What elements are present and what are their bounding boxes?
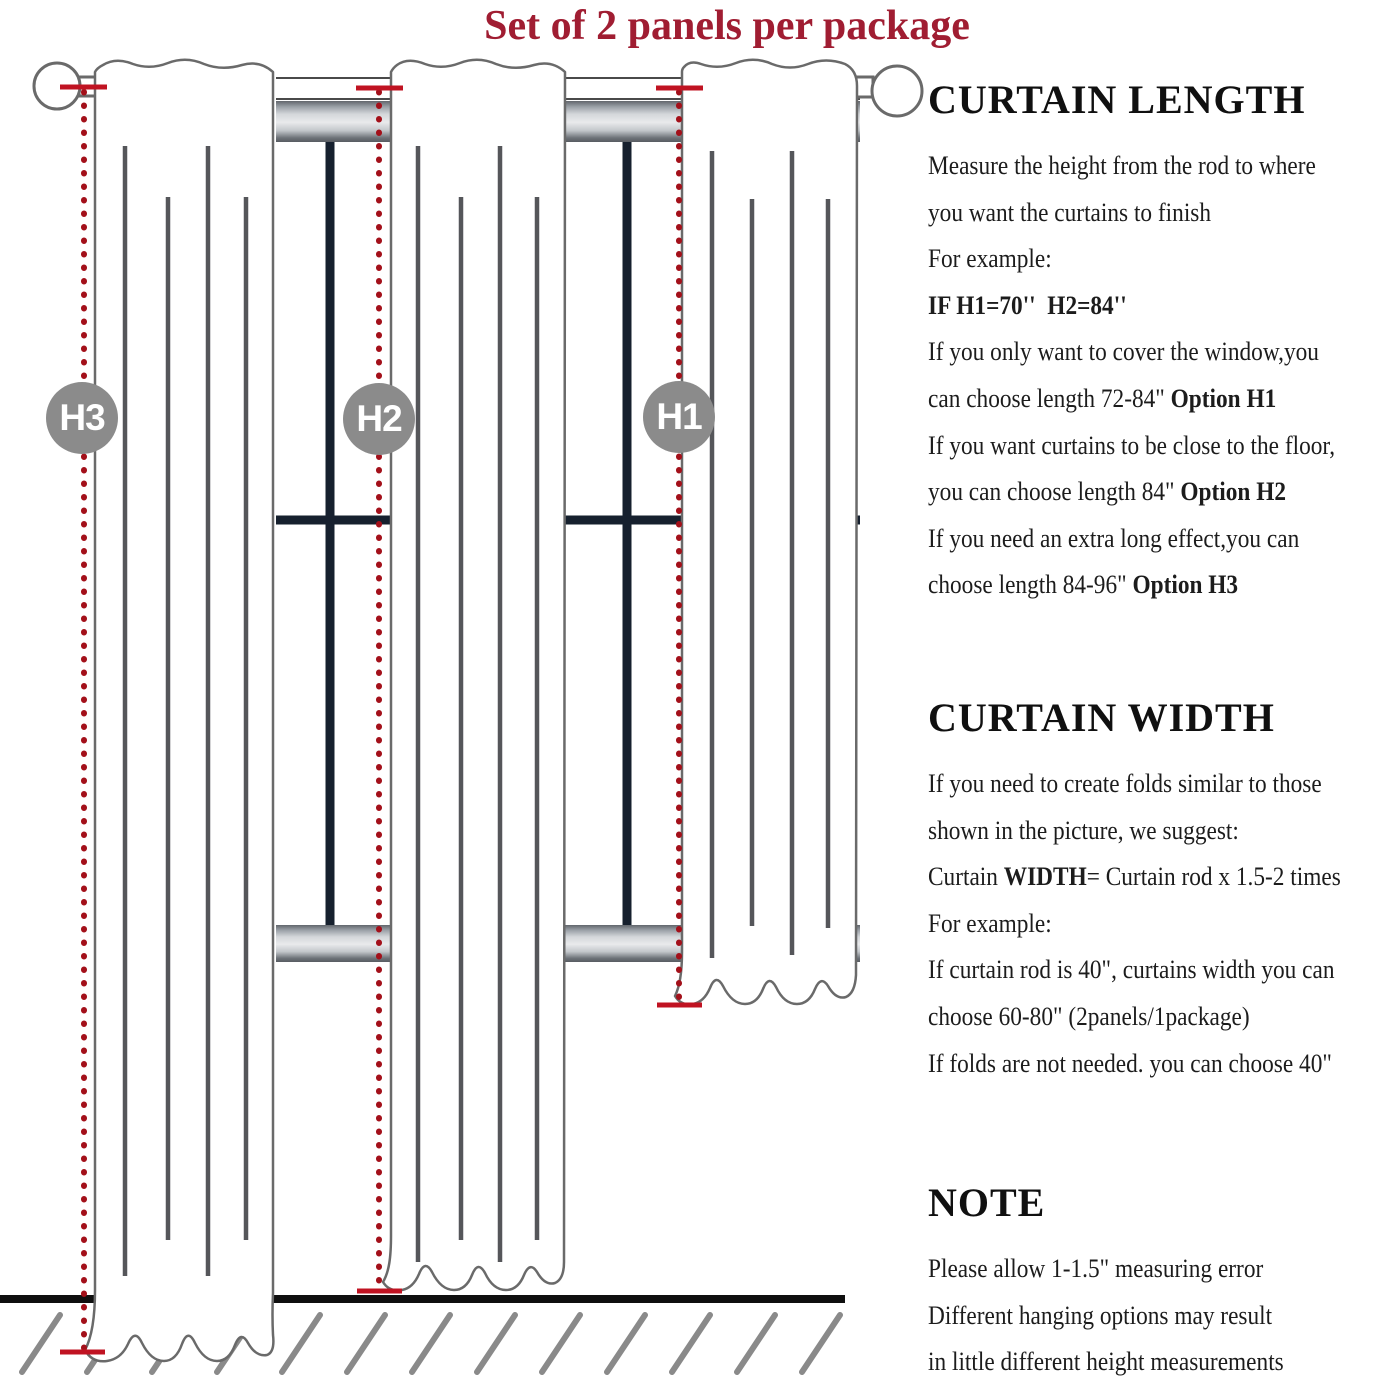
- text-line: choose length 84-96" Option H3: [928, 569, 1239, 600]
- curtain-width-text: [928, 760, 1342, 1086]
- text-line: choose 60-80" (2panels/1package): [928, 1000, 1250, 1031]
- text-line: can choose length 72-84" Option H1: [928, 382, 1277, 413]
- note-heading: NOTE: [928, 1180, 1046, 1225]
- text-line: For example:: [928, 907, 1052, 938]
- h3-badge: H3: [46, 382, 118, 454]
- note-text: [928, 1245, 1342, 1382]
- curtain-panel-h3: [85, 60, 273, 1362]
- curtain-panel-h1: [675, 60, 857, 1005]
- note-section: [928, 1179, 1399, 1382]
- curtain-width-heading: CURTAIN WIDTH: [928, 695, 1275, 740]
- text-line: you want the curtains to finish: [928, 196, 1212, 227]
- curtain-width-section: [928, 694, 1399, 1086]
- text-line: If you need to create folds similar to those: [928, 768, 1322, 798]
- curtain-length-heading: CURTAIN LENGTH: [928, 77, 1306, 122]
- curtain-length-text: [928, 142, 1342, 608]
- text-line: in little different height measurements: [928, 1346, 1284, 1377]
- text-line: If you only want to cover the window,you: [928, 336, 1319, 367]
- text-line: Measure the height from the rod to where: [928, 150, 1316, 180]
- text-line: If you need an extra long effect,you can: [928, 522, 1300, 553]
- text-line: Different hanging options may result: [928, 1299, 1273, 1330]
- text-line: Please allow 1-1.5" measuring error: [928, 1253, 1264, 1283]
- curtain-panel-h2: [383, 60, 565, 1291]
- text-line: If curtain rod is 40", curtains width you can: [928, 954, 1335, 985]
- h1-badge: H1: [643, 381, 715, 453]
- curtain-length-section: [928, 76, 1399, 608]
- text-line: shown in the picture, we suggest:: [928, 814, 1239, 845]
- rod-finial-right: [872, 66, 922, 116]
- text-line: If folds are not needed. you can choose 40": [928, 1047, 1332, 1078]
- main-title: Set of 2 panels per package: [484, 3, 970, 49]
- text-line: IF H1=70'' H2=84'': [928, 289, 1127, 320]
- text-line: you can choose length 84" Option H2: [928, 476, 1286, 507]
- text-line: Curtain WIDTH= Curtain rod x 1.5-2 times: [928, 861, 1341, 892]
- text-line: For example:: [928, 243, 1052, 274]
- text-line: If you want curtains to be close to the floor,: [928, 429, 1336, 460]
- h2-badge: H2: [343, 383, 415, 455]
